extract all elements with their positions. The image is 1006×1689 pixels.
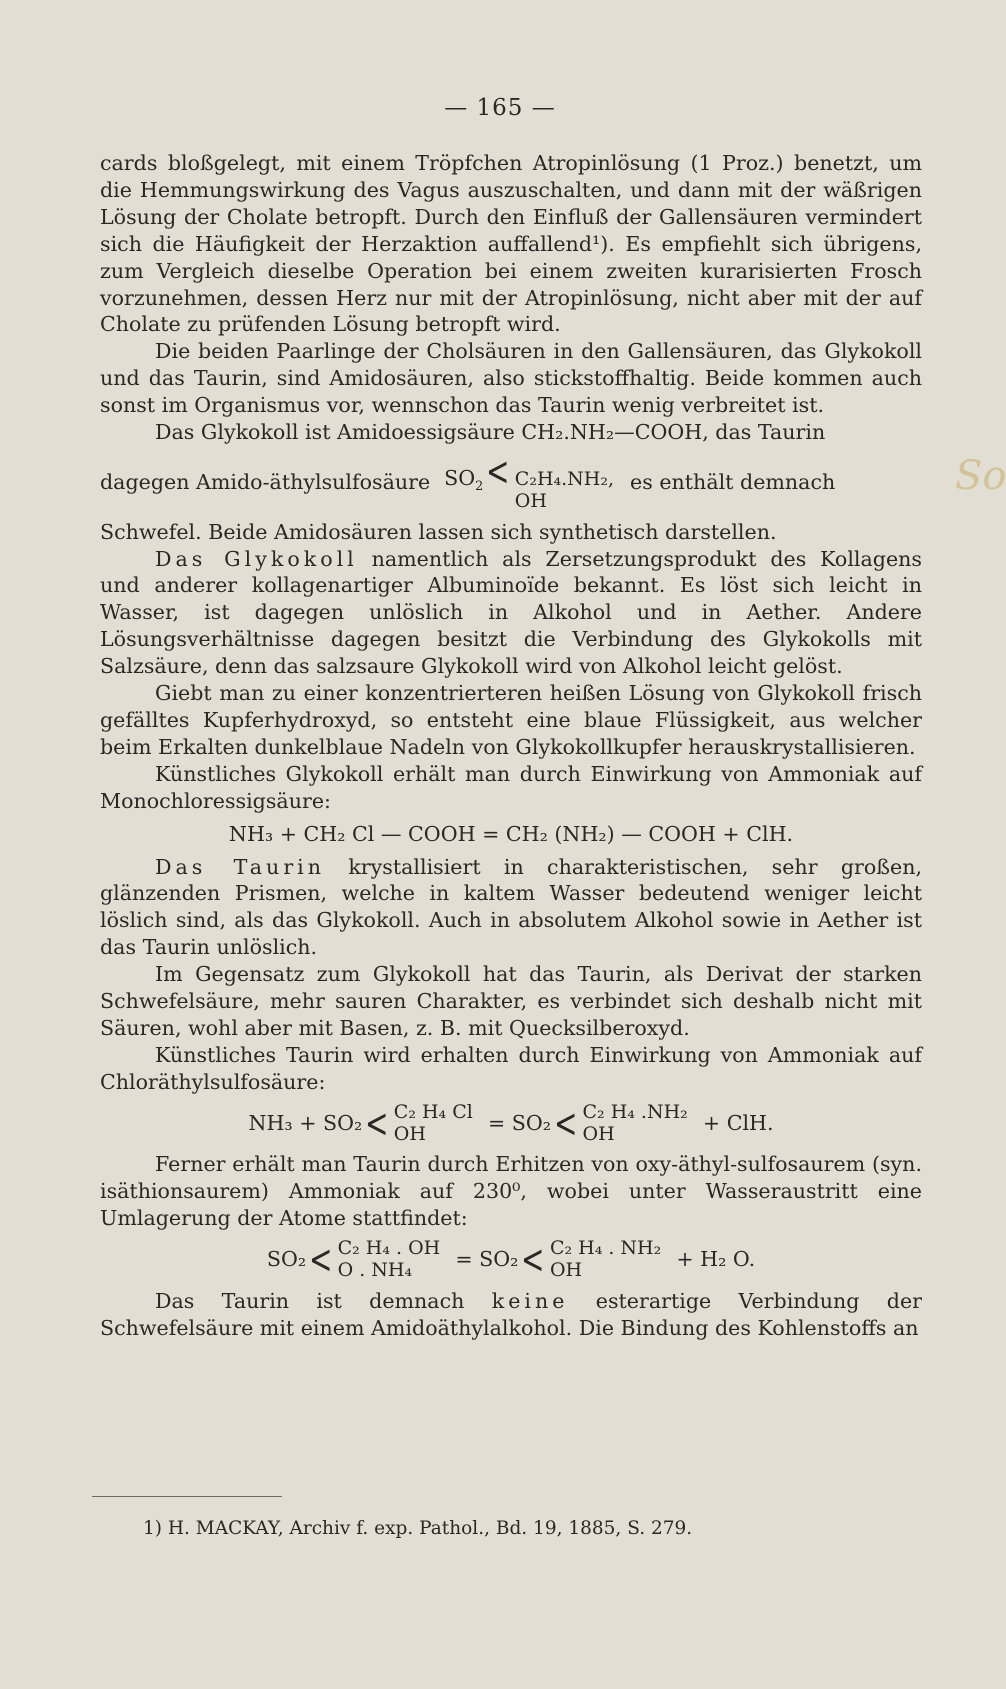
paragraph-12: Das Taurin ist demnach keine esterartige Verbindung der Schwefelsäure mit einem Amidoäthylalkohol. Die Bindung des Kohlenstoffs an bbox=[100, 1288, 922, 1340]
taurin-inline-formula bbox=[100, 448, 922, 513]
page-number: — 165 — bbox=[444, 95, 556, 121]
footnote: 1) H. MACKAY, Archiv f. exp. Pathol., Bd. 19, 1885, S. 279. bbox=[143, 1518, 693, 1539]
footnote-divider bbox=[92, 1496, 282, 1497]
paragraph-7: Künstliches Glykokoll erhält man durch Einwirkung von Ammoniak auf Monochloressigsäure: bbox=[100, 761, 922, 813]
paragraph-10: Künstliches Taurin wird erhalten durch Einwirkung von Ammoniak auf Chloräthylsulfosäure: bbox=[100, 1042, 922, 1094]
dagegen-text: dagegen Amido-äthylsulfosäure bbox=[100, 469, 431, 494]
paragraph-3: Das Glykokoll ist Amidoessigsäure CH₂.NH₂—COOH, das Taurin bbox=[155, 420, 826, 445]
paragraph-11: Ferner erhält man Taurin durch Erhitzen von oxy-äthyl-sulfosaurem (syn. isäthionsaurem) Ammoniak auf 230⁰, wobei unter Wasseraustritt eine Umlagerung der Atome stattfindet: bbox=[100, 1152, 922, 1231]
handwritten-margin-mark: So bbox=[955, 453, 1006, 499]
paragraph-2: Die beiden Paarlinge der Cholsäuren in den Gallensäuren, das Glykokoll und das Taurin, sind Amidosäuren, also stickstoffhaltig. Beide kommen auch sonst im Organismus vor, wennschon das Taurin wenig verbreitet ist. bbox=[100, 339, 922, 418]
angle-bracket: < bbox=[486, 448, 510, 495]
isaethion-rearrangement-formula: SO₂ < C₂ H₄ . OH O . NH₄ = SO₂ < C₂ H₄ . NH₂ OH + H₂ O. bbox=[266, 1236, 756, 1283]
paragraph-1: cards bloßgelegt, mit einem Tröpfchen Atropinlösung (1 Proz.) benetzt, um die Hemmungswirkung des Vagus auszuschalten, und dann mit der wäßrigen Lösung der Cholate betropft. Durch den Einfluß der Gallensäuren vermindert sich die Häufigkeit der Herzaktion auffallend¹). Es empfiehlt sich übrigens, zum Vergleich dieselbe Operation bei einem zweiten kurarisierten Frosch vorzunehmen, dessen Herz nur mit der Atropinlösung, nicht aber mit der auf Cholate zu prüfenden Lösung betropft wird. bbox=[100, 151, 922, 337]
spaced-glykokoll: Das Glykokoll bbox=[155, 546, 358, 571]
spaced-taurin: Das Taurin bbox=[155, 854, 326, 879]
body-text bbox=[100, 150, 922, 1342]
spaced-keine: keine bbox=[491, 1288, 569, 1313]
taurin-structure: $SO_2<$ C₂H₄.NH₂, OH bbox=[444, 448, 615, 512]
es-enthaelt-text: es enthält demnach bbox=[630, 469, 836, 494]
paragraph-9: Im Gegensatz zum Glykokoll hat das Taurin, als Derivat der starken Schwefelsäure, mehr sauren Charakter, es verbindet sich deshalb nicht mit Säuren, wohl aber mit Basen, z. B. mit Quecksilberoxyd. bbox=[100, 962, 922, 1040]
glykokoll-synthesis-formula: NH₃ + CH₂ Cl — COOH = CH₂ (NH₂) — COOH + ClH. bbox=[228, 821, 794, 846]
paragraph-6: Giebt man zu einer konzentrierteren heißen Lösung von Glykokoll frisch gefälltes Kupferhydroxyd, so entsteht eine blaue Flüssigkeit, aus welcher beim Erkalten dunkelblaue Nadeln von Glykokollkupfer herauskrystallisieren. bbox=[100, 681, 922, 759]
taurin-synthesis-formula: NH₃ + SO₂ < C₂ H₄ Cl OH = SO₂ < C₂ H₄ .NH₂ OH + ClH. bbox=[248, 1100, 774, 1147]
paragraph-5: Das Glykokoll namentlich als Zersetzungsprodukt des Kollagens und anderer kollagenartiger Albuminoïde bekannt. Es löst sich leicht in Wasser, ist dagegen unlöslich in Alkohol und in Aether. Andere Lösungsverhältnisse dagegen besitzt die Verbindung des Glykokolls mit Salzsäure, denn das salzsaure Glykokoll wird von Alkohol leicht gelöst. bbox=[100, 546, 922, 679]
paragraph-4: Schwefel. Beide Amidosäuren lassen sich synthetisch darstellen. bbox=[100, 519, 777, 544]
paragraph-8: Das Taurin krystallisiert in charakteristischen, sehr großen, glänzenden Prismen, welche in kaltem Wasser bedeutend weniger leicht löslich sind, als das Glykokoll. Auch in absolutem Alkohol sowie in Aether ist das Taurin unlöslich. bbox=[100, 854, 922, 960]
